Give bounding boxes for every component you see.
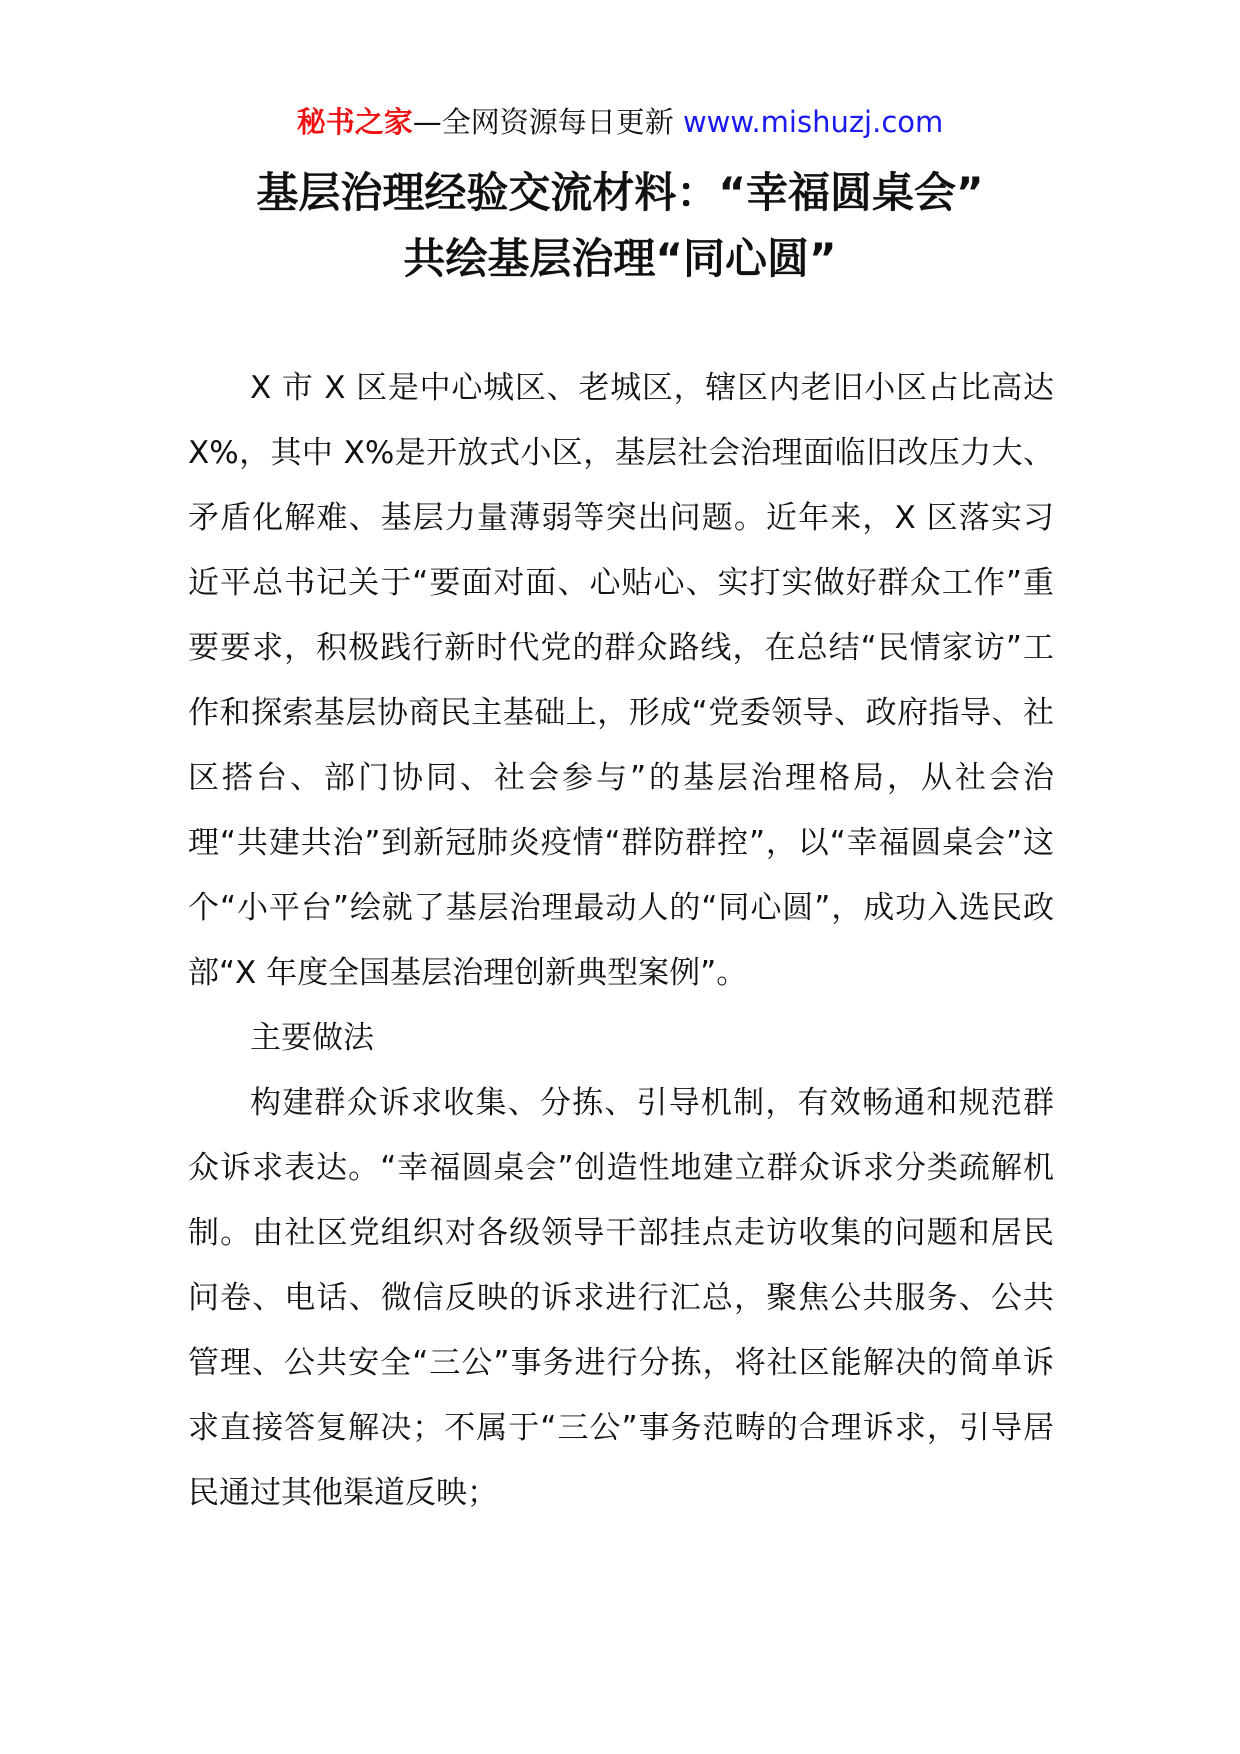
section-heading-main-practices: 主要做法	[250, 1020, 374, 1056]
title-line-2: 共绘基层治理“同心圆”	[403, 234, 837, 283]
site-banner	[0, 100, 1240, 144]
banner-tagline: —全网资源每日更新	[412, 105, 683, 139]
paragraph-intro: X 市 X 区是中心城区、老城区，辖区内老旧小区占比高达 X%，其中 X%是开放式小区，基层社会治理面临旧改压力大、矛盾化解难、基层力量薄弱等突出问题。近年来，X 区落实习近平总书记关于“要面对面、心贴心、实打实做好群众工作”重要要求，积极践行新时代党的群众路线，在总结“民情家访”工作和探索基层协商民主基础上，形成“党委领导、政府指导、社区搭台、部门协同、社会参与”的基层治理格局，从社会治理“共建共治”到新冠肺炎疫情“群防群控”，以“幸福圆桌会”这个“小平台”绘就了基层治理最动人的“同心圆”，成功入选民政部“X 年度全国基层治理创新典型案例”。	[188, 370, 1054, 991]
document-title	[120, 160, 1120, 292]
brand-name: 秘书之家	[296, 105, 413, 139]
title-line-1: 基层治理经验交流材料：“幸福圆桌会”	[256, 168, 984, 217]
site-url-link[interactable]: www.mishuzj.com	[682, 105, 944, 139]
document-body	[188, 356, 1054, 1526]
paragraph-practice-1: 构建群众诉求收集、分拣、引导机制，有效畅通和规范群众诉求表达。“幸福圆桌会”创造性地建立群众诉求分类疏解机制。由社区党组织对各级领导干部挂点走访收集的问题和居民问卷、电话、微信反映的诉求进行汇总，聚焦公共服务、公共管理、公共安全“三公”事务进行分拣，将社区能解决的简单诉求直接答复解决；不属于“三公”事务范畴的合理诉求，引导居民通过其他渠道反映；	[188, 1085, 1054, 1511]
